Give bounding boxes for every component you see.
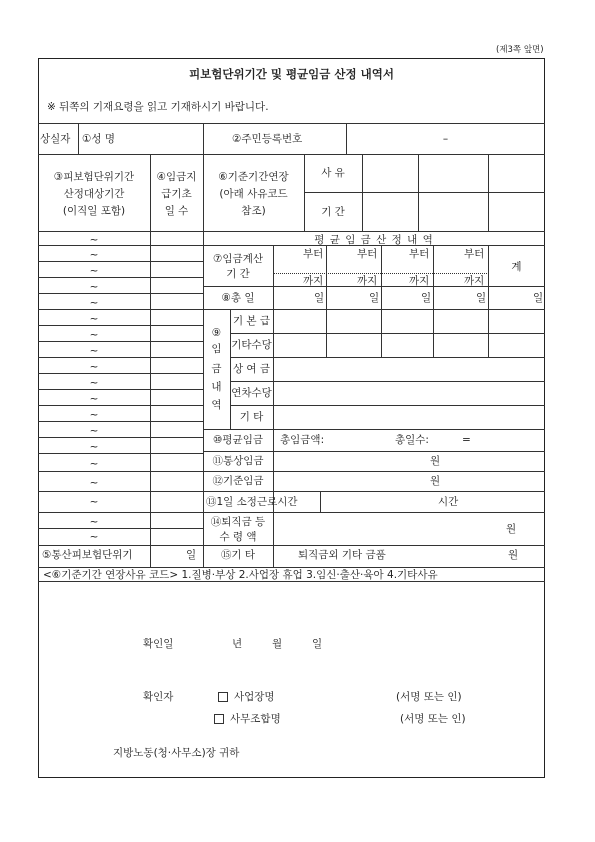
instruction-note: ※ 뒤쪽의 기재요령을 읽고 기재하시기 바랍니다.	[47, 101, 269, 113]
tilde-10: ~	[89, 377, 99, 389]
wage-calc-period-label-1: ⑦임금계산	[213, 253, 263, 265]
tilde-2: ~	[89, 249, 99, 261]
total-wage-label: 총임금액:	[280, 434, 325, 446]
rrn-field[interactable]: –	[442, 133, 449, 145]
confirm-day-label: 일	[312, 638, 323, 650]
from-label-3: 부터	[409, 248, 430, 260]
union-sign-label: (서명 또는 인)	[400, 713, 466, 725]
insured-days-unit: 일	[186, 549, 197, 561]
tilde-7: ~	[89, 329, 99, 341]
extension-reason-codes: <⑥기준기간 연장사유 코드> 1.질병·부상 2.사업장 휴업 3.임신·출산·육아 4.기타사유	[43, 569, 438, 581]
union-checkbox[interactable]	[214, 714, 224, 724]
rrn-label: ②주민등록번호	[232, 133, 303, 145]
name-field[interactable]	[122, 124, 202, 153]
tilde-9: ~	[89, 361, 99, 373]
confirm-month-label: 월	[272, 638, 283, 650]
wage-calc-period-label-2: 기 간	[226, 268, 250, 280]
wage-days-header-3: 일 수	[164, 205, 189, 217]
severance-label-1: ⑭퇴직금 등	[210, 516, 266, 528]
until-label-1: 까지	[303, 275, 324, 287]
period-header-1: ③피보험단위기간	[53, 171, 135, 183]
severance-unit: 원	[506, 523, 517, 535]
business-name-row	[218, 692, 275, 703]
period-header-3: (이직일 포함)	[62, 205, 126, 217]
extension-header-1: ⑥기준기간연장	[218, 171, 289, 183]
business-name-label: 사업장명	[234, 691, 275, 703]
tilde-16: ~	[89, 477, 99, 489]
form-title: 피보험단위기간 및 평균임금 산정 내역서	[189, 67, 394, 81]
tilde-17: ~	[89, 496, 99, 508]
from-label-1: 부터	[303, 248, 324, 260]
work-hours-label: ⑬1일 소정근로시간	[206, 496, 298, 508]
confirm-year-label: 년	[232, 638, 243, 650]
tilde-14: ~	[89, 441, 99, 453]
business-checkbox[interactable]	[218, 692, 228, 702]
period-label: 기 간	[321, 206, 345, 218]
addressee: 지방노동(청·사무소)장 귀하	[113, 747, 240, 759]
tilde-15: ~	[89, 458, 99, 470]
day-unit-3: 일	[421, 292, 432, 304]
wage-other-label: 기 타	[239, 411, 264, 423]
tilde-12: ~	[89, 409, 99, 421]
base-wage-label: ⑫기준임금	[212, 475, 264, 487]
wage-detail-label-2: 임	[211, 343, 222, 355]
wage-days-header-1: ④임금지	[156, 171, 197, 183]
base-wage-unit: 원	[430, 475, 441, 487]
wage-days-header-2: 급기초	[161, 188, 192, 200]
total-days-count-label: 총일수:	[395, 434, 429, 446]
insured-days-label: ⑤통산피보험단위기	[42, 549, 133, 561]
name-label: ①성 명	[82, 133, 116, 145]
work-hours-unit: 시간	[438, 496, 459, 508]
tilde-1: ~	[89, 234, 99, 246]
other-text: 퇴직금외 기타 금품	[298, 549, 386, 561]
avg-wage-section-header: 평 균 임 금 산 정 내 역	[314, 234, 434, 246]
tilde-11: ~	[89, 393, 99, 405]
from-label-2: 부터	[357, 248, 378, 260]
extension-header-3: 참조)	[241, 205, 266, 217]
bonus-label: 상 여 금	[232, 363, 271, 375]
tilde-4: ~	[89, 281, 99, 293]
until-label-2: 까지	[357, 275, 378, 287]
lost-person-label: 상실자	[40, 133, 71, 145]
union-name-label: 사무조합명	[230, 713, 281, 725]
confirmer-label: 확인자	[143, 691, 174, 703]
ordinary-wage-unit: 원	[430, 455, 441, 467]
extension-header-2: (아래 사유코드	[219, 188, 288, 200]
confirm-date-label: 확인일	[143, 638, 174, 650]
other-unit: 원	[508, 549, 519, 561]
ordinary-wage-label: ⑪통상임금	[212, 455, 264, 467]
severance-label-2: 수 령 액	[219, 531, 257, 543]
day-unit-5: 일	[533, 292, 544, 304]
other-allowance-label: 기타수당	[231, 339, 272, 351]
total-column-label: 계	[511, 261, 522, 273]
period-header-2: 산정대상기간	[63, 188, 125, 200]
tilde-5: ~	[89, 297, 99, 309]
from-label-4: 부터	[464, 248, 485, 260]
tilde-13: ~	[89, 425, 99, 437]
wage-detail-label-1: ⑨	[211, 327, 222, 339]
tilde-8: ~	[89, 345, 99, 357]
until-label-4: 까지	[464, 275, 485, 287]
day-unit-2: 일	[369, 292, 380, 304]
business-sign-label: (서명 또는 인)	[396, 691, 462, 703]
wage-detail-label-4: 내	[211, 381, 222, 393]
day-unit-1: 일	[314, 292, 325, 304]
tilde-19: ~	[89, 531, 99, 543]
tilde-3: ~	[89, 265, 99, 277]
avg-wage-label: ⑩평균임금	[213, 434, 263, 446]
other-label: ⑮기 타	[220, 549, 256, 561]
until-label-3: 까지	[409, 275, 430, 287]
total-days-label: ⑧총 일	[221, 292, 255, 304]
tilde-6: ~	[89, 313, 99, 325]
tilde-18: ~	[89, 516, 99, 528]
page-marker: (제3쪽 앞면)	[496, 45, 544, 55]
equals-sign: =	[462, 434, 471, 446]
annual-leave-allowance-label: 연차수당	[231, 387, 272, 399]
union-name-row	[214, 714, 281, 725]
reason-label: 사 유	[321, 167, 345, 179]
day-unit-4: 일	[476, 292, 487, 304]
wage-detail-label-3: 금	[211, 363, 222, 375]
basic-salary-label: 기 본 급	[232, 315, 271, 327]
wage-detail-label-5: 역	[211, 399, 222, 411]
